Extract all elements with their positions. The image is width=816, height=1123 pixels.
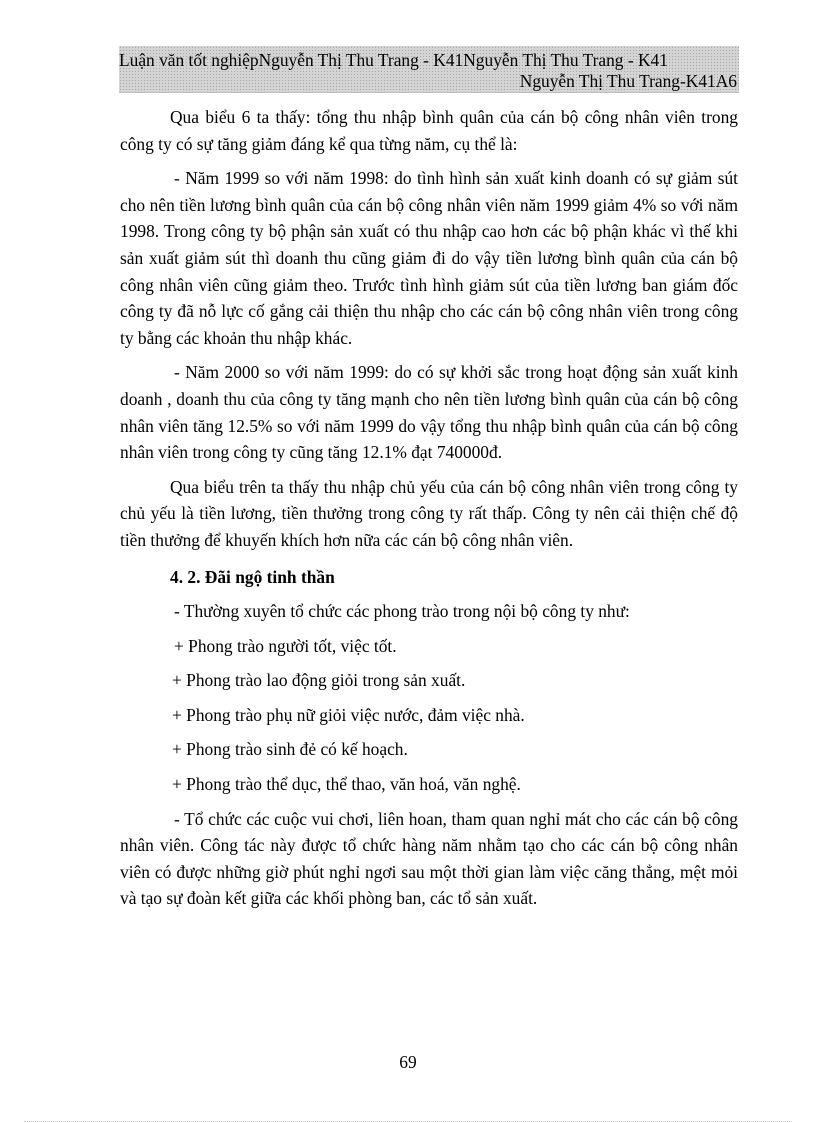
- running-header: [119, 46, 739, 93]
- list-item: + Phong trào sinh đẻ có kế hoạch.: [172, 739, 408, 760]
- list-item: + Phong trào phụ nữ giỏi việc nước, đảm việc nhà.: [172, 704, 525, 725]
- list-intro: - Thường xuyên tổ chức các phong trào trong nội bộ công ty như:: [174, 601, 630, 622]
- page-body: [120, 104, 738, 912]
- paragraph-activities: - Tổ chức các cuộc vui chơi, liên hoan, tham quan nghỉ mát cho các cán bộ công nhân viên. Công tác này được tổ chức hàng năm nhằm tạo cho các cán bộ công nhân viên có được những giờ phút nghỉ ngơi sau một thời gian làm việc căng thẳng, mệt mỏi và tạo sự đoàn kết giữa các khối phòng ban, các tổ sản xuất.: [120, 808, 738, 909]
- header-line-1: Luận văn tốt nghiệpNguyễn Thị Thu Trang - K41Nguyễn Thị Thu Trang - K41: [119, 50, 668, 70]
- paragraph-year-2000: - Năm 2000 so với năm 1999: do có sự khởi sắc trong hoạt động sản xuất kinh doanh , doanh thu của công ty tăng mạnh cho nên tiền lương bình quân của cán bộ công nhân viên tăng 12.5% so với năm 1999 do vậy tổng thu nhập bình quân của cán bộ công nhân viên trong công ty cũng tăng 12.1% đạt 740000đ.: [120, 362, 738, 463]
- header-line-2: Nguyễn Thị Thu Trang-K41A6: [519, 71, 737, 91]
- page-number: 69: [399, 1052, 417, 1072]
- paragraph-year-1999: - Năm 1999 so với năm 1998: do tình hình sản xuất kinh doanh có sự giảm sút cho nên tiền lương bình quân của cán bộ công nhân viên năm 1999 giảm 4% so với năm 1998. Trong công ty bộ phận sản xuất có thu nhập cao hơn các bộ phận khác vì thế khi sản xuất giảm sút thì doanh thu cũng giảm đi do vậy tiền lương bình quân của cán bộ công nhân viên cũng giảm theo. Trước tình hình giảm sút của tiền lương ban giám đốc công ty đã nỗ lực cố gắng cải thiện thu nhập cho các cán bộ công nhân viên trong công ty bằng các khoản thu nhập khác.: [120, 168, 738, 348]
- list-item: + Phong trào lao động giỏi trong sản xuất.: [172, 670, 466, 691]
- paragraph-summary: Qua biểu 6 ta thấy: tổng thu nhập bình quân của cán bộ công nhân viên trong công ty có sự tăng giảm đáng kể qua từng năm, cụ thể là:: [120, 107, 738, 154]
- paragraph-conclusion: Qua biểu trên ta thấy thu nhập chủ yếu của cán bộ công nhân viên trong công ty chủ yếu là tiền lương, tiền thưởng trong công ty rất thấp. Công ty nên cải thiện chế độ tiền thưởng để khuyến khích hơn nữa các cán bộ công nhân viên.: [120, 476, 738, 550]
- list-item: + Phong trào thể dục, thể thao, văn hoá, văn nghệ.: [172, 774, 521, 795]
- list-item: + Phong trào người tốt, việc tốt.: [174, 635, 397, 656]
- page-bottom-divider: [24, 1121, 792, 1122]
- section-heading: 4. 2. Đãi ngộ tinh thần: [170, 566, 335, 587]
